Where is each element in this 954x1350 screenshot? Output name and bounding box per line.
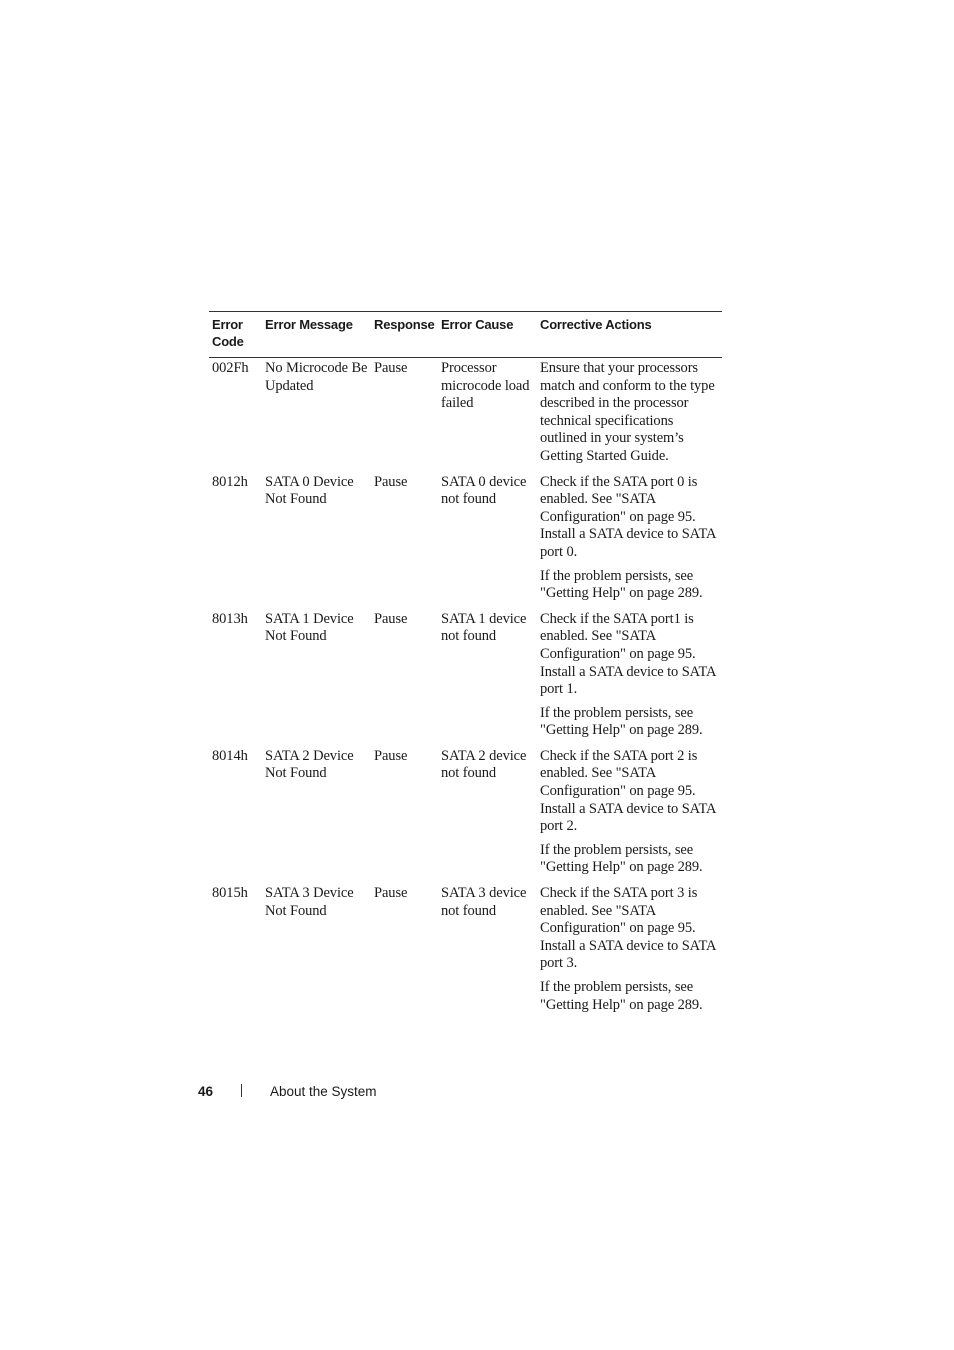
table-row: [209, 746, 722, 883]
cell-corrective-actions: [537, 609, 722, 746]
cell-error-message: No Microcode Be Updated: [265, 360, 368, 394]
cell-error-message: SATA 2 Device Not Found: [265, 747, 354, 782]
corrective-action-text: Check if the SATA port 3 is enabled. See "SATA Configuration" on page 95. Install a SATA device to SATA port 3.: [540, 885, 716, 972]
cell-error-cause: SATA 0 device not found: [441, 473, 527, 508]
cell-error-cause: Processor microcode load failed: [441, 360, 530, 412]
table-row: [209, 472, 722, 609]
section-title: About the System: [270, 1084, 377, 1099]
cell-error-cause: SATA 3 device not found: [441, 885, 527, 919]
footer-separator: [241, 1084, 242, 1097]
header-error-message: Error Message: [262, 312, 371, 358]
header-corrective-actions: Corrective Actions: [537, 312, 722, 358]
table-header: [209, 312, 722, 358]
corrective-action-text: Check if the SATA port 0 is enabled. See "SATA Configuration" on page 95. Install a SATA device to SATA port 0.: [540, 473, 716, 560]
cell-error-code: 8015h: [212, 885, 248, 902]
cell-response: Pause: [374, 610, 408, 627]
cell-error-code: 8014h: [212, 747, 248, 764]
table-row: [209, 358, 722, 472]
cell-error-cause: SATA 1 device not found: [441, 610, 527, 645]
cell-response: Pause: [374, 473, 408, 490]
cell-corrective-actions: [537, 883, 722, 1020]
corrective-action-text: If the problem persists, see "Getting Help" on page 289.: [540, 841, 703, 876]
table-row: [209, 883, 722, 1020]
cell-error-message: SATA 1 Device Not Found: [265, 610, 354, 645]
error-code-table-container: [209, 311, 722, 1020]
corrective-action-text: Check if the SATA port1 is enabled. See "SATA Configuration" on page 95. Install a SATA device to SATA port 1.: [540, 610, 716, 698]
cell-error-code: 8012h: [212, 473, 248, 490]
cell-corrective-actions: [537, 746, 722, 883]
corrective-action-text: If the problem persists, see "Getting Help" on page 289.: [540, 979, 703, 1013]
cell-response: Pause: [374, 885, 408, 902]
cell-error-code: 8013h: [212, 610, 248, 627]
error-code-table: [209, 311, 722, 1020]
header-response: Response: [371, 312, 438, 358]
page-number: 46: [198, 1084, 214, 1099]
corrective-action-text: If the problem persists, see "Getting Help" on page 289.: [540, 567, 703, 602]
corrective-action-text: If the problem persists, see "Getting Help" on page 289.: [540, 704, 703, 739]
header-error-cause: Error Cause: [438, 312, 537, 358]
cell-response: Pause: [374, 747, 408, 764]
header-row: [209, 312, 722, 358]
header-error-code: Error Code: [209, 312, 262, 358]
cell-corrective-actions: [537, 358, 722, 472]
cell-error-cause: SATA 2 device not found: [441, 747, 527, 782]
corrective-action-text: Ensure that your processors match and conform to the type described in the processor technical specifications outlined in your system’s Getting Started Guide.: [540, 360, 715, 464]
cell-corrective-actions: [537, 472, 722, 609]
cell-response: Pause: [374, 360, 408, 376]
cell-error-message: SATA 3 Device Not Found: [265, 885, 354, 919]
corrective-action-text: Check if the SATA port 2 is enabled. See "SATA Configuration" on page 95. Install a SATA device to SATA port 2.: [540, 747, 716, 835]
table-body: [209, 358, 722, 1021]
page-footer: [198, 1083, 377, 1101]
cell-error-message: SATA 0 Device Not Found: [265, 473, 354, 508]
cell-error-code: 002Fh: [212, 360, 249, 376]
table-row: [209, 609, 722, 746]
